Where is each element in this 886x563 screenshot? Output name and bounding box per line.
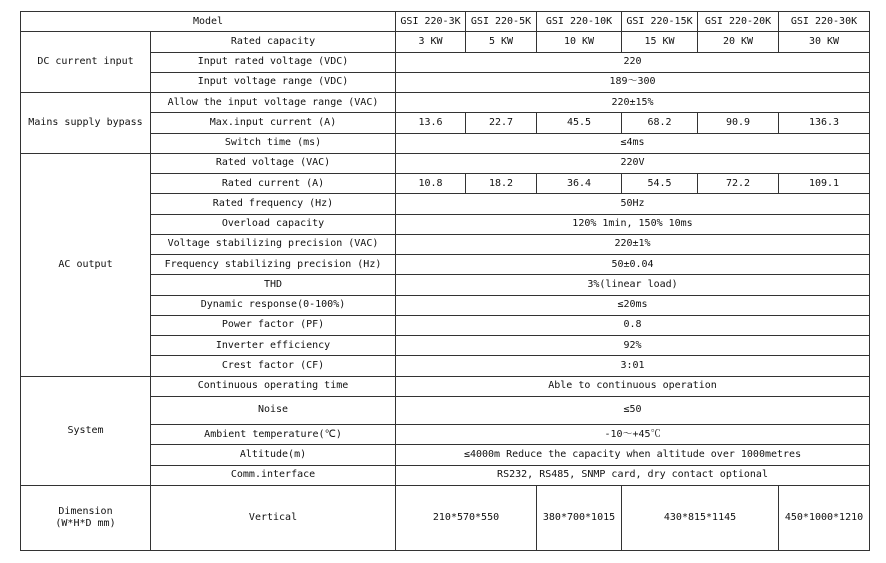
value-cell: 136.3 [779, 113, 870, 133]
dimension-label-line1: Dimension [58, 505, 113, 517]
parameter-label: Inverter efficiency [151, 336, 396, 356]
value-cell-merged: 189～300 [396, 72, 870, 92]
parameter-label: Continuous operating time [151, 376, 396, 396]
value-cell-merged: Able to continuous operation [396, 376, 870, 396]
value-cell-merged: 220±15% [396, 93, 870, 113]
model-header: GSI 220-30K [779, 12, 870, 32]
spec-row [21, 153, 870, 173]
spec-row [21, 93, 870, 113]
parameter-label: Input rated voltage (VDC) [151, 52, 396, 72]
value-cell-merged: 50Hz [396, 194, 870, 214]
value-cell-merged: 50±0.04 [396, 255, 870, 275]
section-label: Mains supply bypass [21, 93, 151, 154]
value-cell: 3 KW [396, 32, 466, 52]
spec-table-body [21, 12, 870, 551]
parameter-label: Ambient temperature(℃) [151, 425, 396, 445]
value-cell-merged: 3%(linear load) [396, 275, 870, 295]
value-cell-merged: 0.8 [396, 315, 870, 335]
spec-table [20, 11, 870, 551]
parameter-label: Voltage stabilizing precision (VAC) [151, 234, 396, 254]
value-cell: 45.5 [537, 113, 622, 133]
parameter-label: Dynamic response(0-100%) [151, 295, 396, 315]
value-cell: 30 KW [779, 32, 870, 52]
value-cell: 15 KW [622, 32, 698, 52]
section-label: AC output [21, 153, 151, 376]
value-cell-merged: 3:01 [396, 356, 870, 376]
parameter-label: Comm.interface [151, 465, 396, 485]
parameter-label: Switch time (ms) [151, 133, 396, 153]
value-cell: 68.2 [622, 113, 698, 133]
value-cell: 36.4 [537, 174, 622, 194]
value-cell-merged: 220 [396, 52, 870, 72]
value-cell-merged: 220±1% [396, 234, 870, 254]
model-header: GSI 220-5K [466, 12, 537, 32]
parameter-label: Altitude(m) [151, 445, 396, 465]
value-cell: 22.7 [466, 113, 537, 133]
parameter-label: Input voltage range (VDC) [151, 72, 396, 92]
value-cell: 10 KW [537, 32, 622, 52]
value-cell: 5 KW [466, 32, 537, 52]
value-cell-merged: ≤4000m Reduce the capacity when altitude over 1000metres [396, 445, 870, 465]
parameter-label: Vertical [151, 485, 396, 550]
value-cell-merged: RS232, RS485, SNMP card, dry contact optional [396, 465, 870, 485]
parameter-label: THD [151, 275, 396, 295]
dimension-value: 210*570*550 [396, 485, 537, 550]
value-cell: 18.2 [466, 174, 537, 194]
parameter-label: Allow the input voltage range (VAC) [151, 93, 396, 113]
value-cell-merged: 92% [396, 336, 870, 356]
value-cell: 20 KW [698, 32, 779, 52]
dimension-label-line2: (W*H*D mm) [55, 517, 116, 529]
parameter-label: Rated current (A) [151, 174, 396, 194]
value-cell-merged: ≤50 [396, 396, 870, 424]
dimension-row [21, 485, 870, 550]
parameter-label: Crest factor (CF) [151, 356, 396, 376]
parameter-label: Rated frequency (Hz) [151, 194, 396, 214]
parameter-label: Power factor (PF) [151, 315, 396, 335]
value-cell-merged: -10～+45℃ [396, 425, 870, 445]
parameter-label: Rated voltage (VAC) [151, 153, 396, 173]
spec-row [21, 376, 870, 396]
model-header: GSI 220-15K [622, 12, 698, 32]
parameter-label: Max.input current (A) [151, 113, 396, 133]
dimension-value: 430*815*1145 [622, 485, 779, 550]
section-label: System [21, 376, 151, 485]
section-label: DC current input [21, 32, 151, 93]
model-header: GSI 220-20K [698, 12, 779, 32]
parameter-label: Overload capacity [151, 214, 396, 234]
dimension-label [21, 485, 151, 550]
value-cell-merged: 120% 1min, 150% 10ms [396, 214, 870, 234]
value-cell: 54.5 [622, 174, 698, 194]
value-cell-merged: ≤20ms [396, 295, 870, 315]
spec-row [21, 32, 870, 52]
parameter-label: Rated capacity [151, 32, 396, 52]
dimension-value: 450*1000*1210 [779, 485, 870, 550]
value-cell: 13.6 [396, 113, 466, 133]
header-row [21, 12, 870, 32]
value-cell: 90.9 [698, 113, 779, 133]
value-cell: 10.8 [396, 174, 466, 194]
parameter-label: Frequency stabilizing precision (Hz) [151, 255, 396, 275]
parameter-label: Noise [151, 396, 396, 424]
model-label: Model [21, 12, 396, 32]
value-cell: 109.1 [779, 174, 870, 194]
value-cell: 72.2 [698, 174, 779, 194]
value-cell-merged: 220V [396, 153, 870, 173]
value-cell-merged: ≤4ms [396, 133, 870, 153]
model-header: GSI 220-10K [537, 12, 622, 32]
dimension-value: 380*700*1015 [537, 485, 622, 550]
model-header: GSI 220-3K [396, 12, 466, 32]
